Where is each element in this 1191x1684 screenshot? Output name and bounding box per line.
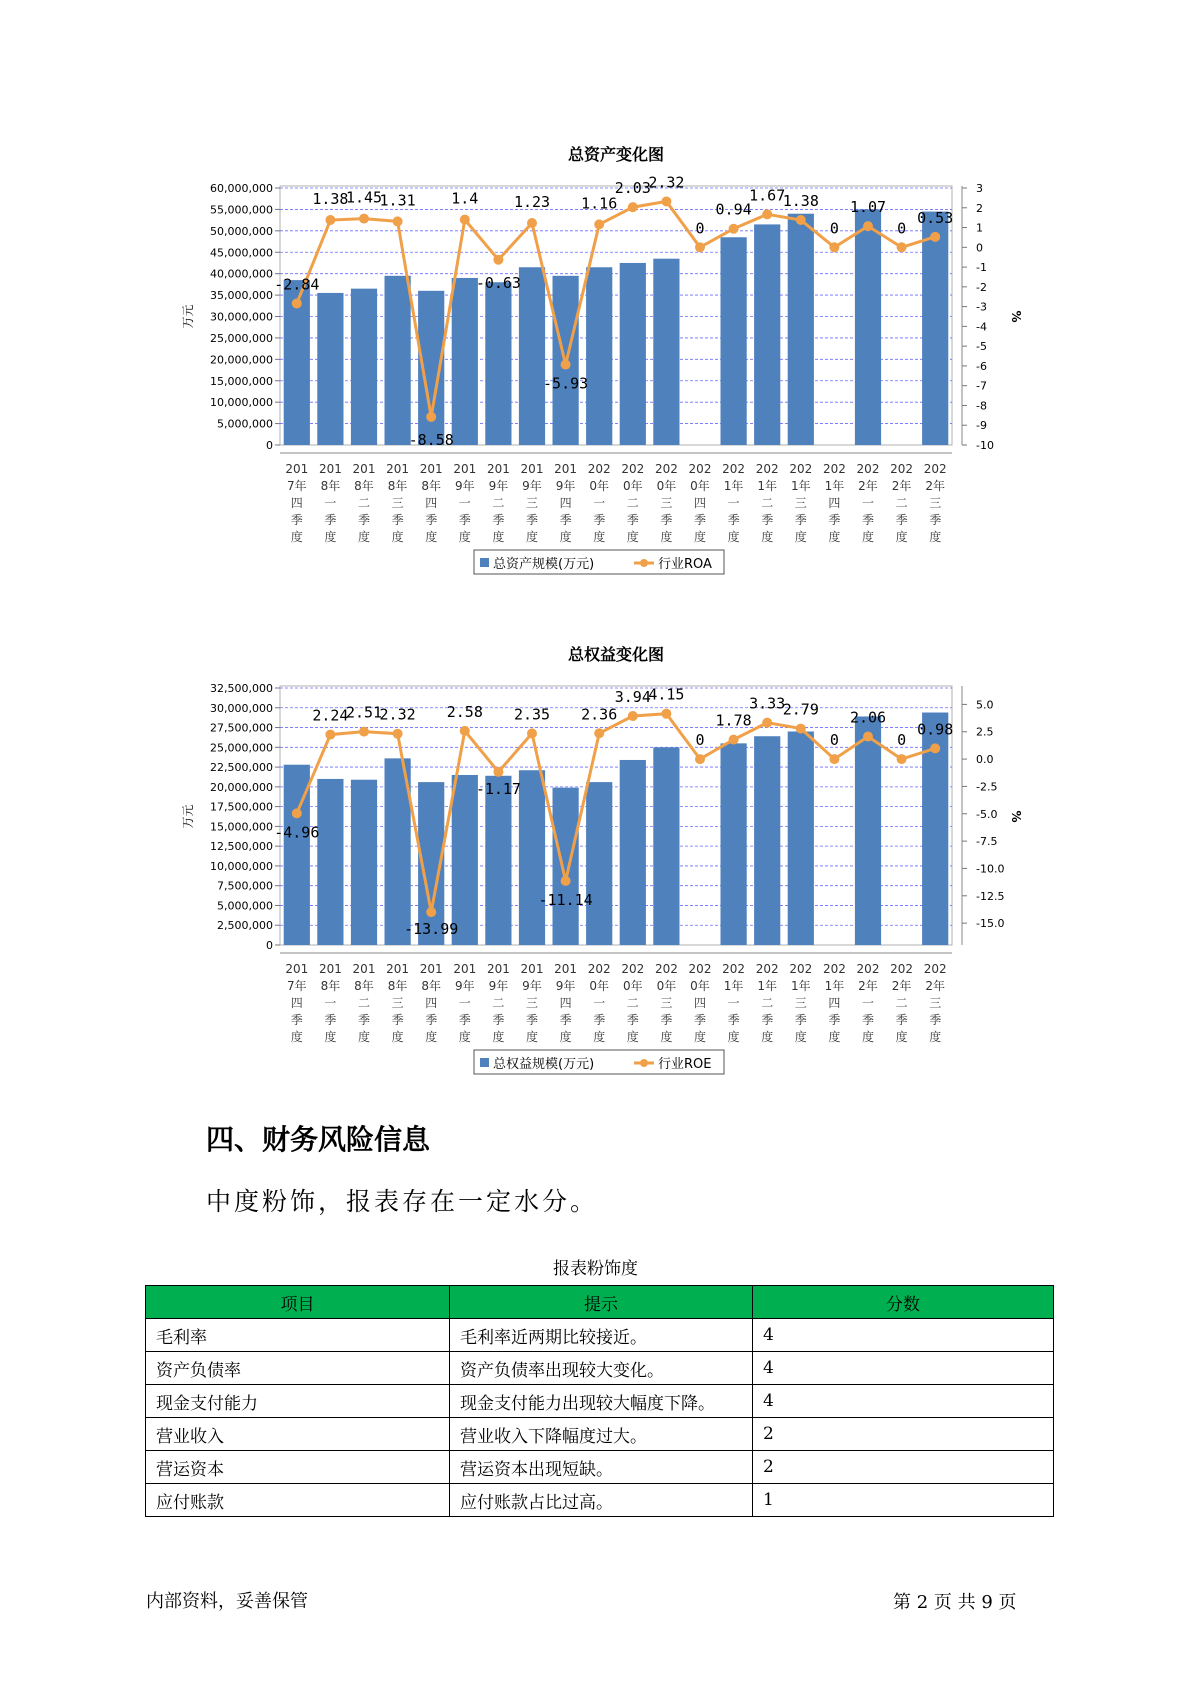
line-point <box>695 754 705 764</box>
line-point <box>527 728 537 738</box>
x-tick-label: 201 8年四季度 <box>419 462 443 544</box>
bar <box>720 237 746 445</box>
x-tick-label: 202 1年三季度 <box>789 962 813 1044</box>
plot-area <box>280 186 952 445</box>
line-point <box>661 196 671 206</box>
footer-confidential-note: 内部资料，妥善保管 <box>146 1591 308 1612</box>
x-tick-label: 202 1年二季度 <box>755 962 779 1044</box>
bar <box>620 760 646 945</box>
line-point <box>426 412 436 422</box>
y-tick-label: 5,000,000 <box>217 899 273 913</box>
x-tick-label: 202 0年三季度 <box>654 462 678 544</box>
data-label: 2.79 <box>782 700 819 719</box>
line-point <box>292 808 302 818</box>
row-hint: 应付账款占比过高。 <box>450 1484 753 1517</box>
y2-tick-label: -5 <box>976 340 987 354</box>
table-row <box>146 1418 1054 1451</box>
line-point <box>863 732 873 742</box>
x-tick-label: 201 9年三季度 <box>520 462 544 544</box>
x-tick-label: 202 2年三季度 <box>923 962 947 1044</box>
line-point <box>796 215 806 225</box>
table-row <box>146 1352 1054 1385</box>
bar <box>552 788 578 945</box>
line-point <box>594 219 604 229</box>
line-point <box>325 730 335 740</box>
y-tick-label: 20,000,000 <box>210 780 273 794</box>
x-tick-label: 202 0年二季度 <box>621 962 645 1044</box>
y-axis-title: 万元 <box>181 804 195 829</box>
bar <box>754 224 780 445</box>
row-score: 1 <box>753 1484 1054 1517</box>
bar <box>519 770 545 945</box>
legend-line-marker <box>640 1059 648 1067</box>
data-label: 1.23 <box>513 192 551 211</box>
x-tick-label: 202 0年一季度 <box>587 962 611 1044</box>
bar <box>788 731 814 945</box>
total-assets-chart <box>0 130 1191 600</box>
y2-tick-label: -3 <box>976 300 987 314</box>
data-label: 2.58 <box>446 702 483 721</box>
y-tick-label: 0 <box>266 939 273 952</box>
y-tick-label: 30,000,000 <box>210 701 273 715</box>
row-score: 2 <box>753 1451 1054 1484</box>
y-tick-label: 5,000,000 <box>217 417 273 431</box>
row-item: 毛利率 <box>146 1319 450 1352</box>
line-point <box>628 202 638 212</box>
y2-axis-title: % <box>1009 810 1023 823</box>
y2-tick-label: -12.5 <box>976 889 1005 903</box>
x-tick-label: 202 0年二季度 <box>621 462 645 544</box>
line-point <box>393 729 403 739</box>
legend-line-marker <box>640 559 648 567</box>
y-tick-label: 60,000,000 <box>210 182 273 195</box>
line-point <box>897 754 907 764</box>
x-tick-label: 202 2年二季度 <box>890 462 914 544</box>
total-equity-chart <box>0 630 1191 1100</box>
line-point <box>897 242 907 252</box>
data-label: 3.33 <box>749 694 786 713</box>
y2-tick-label: 5.0 <box>976 698 994 712</box>
x-tick-label: 202 1年一季度 <box>722 962 746 1044</box>
y-tick-label: 27,500,000 <box>210 721 273 735</box>
data-label: 2.36 <box>581 705 618 724</box>
legend-line-label: 行业ROA <box>658 557 712 572</box>
x-tick-label: 201 9年四季度 <box>554 462 578 544</box>
x-tick-label: 201 8年二季度 <box>352 462 376 544</box>
line-point <box>493 255 503 265</box>
row-hint: 资产负债率出现较大变化。 <box>450 1352 753 1385</box>
bar <box>485 776 511 945</box>
data-label: 1.07 <box>849 198 887 217</box>
x-tick-label: 201 8年三季度 <box>386 462 410 544</box>
data-label: 0 <box>829 219 839 238</box>
data-label: -13.99 <box>404 920 459 939</box>
y-tick-label: 15,000,000 <box>210 820 273 834</box>
x-tick-label: 202 0年四季度 <box>688 462 712 544</box>
y2-tick-label: 0 <box>976 241 983 255</box>
x-tick-label: 201 9年三季度 <box>520 962 544 1044</box>
legend-bar-label: 总资产规模(万元) <box>493 557 595 572</box>
line-point <box>561 360 571 370</box>
data-label: 1.16 <box>581 194 618 213</box>
bar <box>788 214 814 445</box>
y-tick-label: 12,500,000 <box>210 840 273 854</box>
row-hint: 毛利率近两期比较接近。 <box>450 1319 753 1352</box>
legend-bar-swatch <box>480 1058 489 1067</box>
row-hint: 现金支付能力出现较大幅度下降。 <box>450 1385 753 1418</box>
total-assets-chart-svg <box>0 130 1191 600</box>
data-label: 2.24 <box>312 706 349 725</box>
y-tick-label: 50,000,000 <box>210 224 273 238</box>
line-point <box>426 907 436 917</box>
data-label: 2.35 <box>513 705 551 724</box>
x-tick-label: 202 1年二季度 <box>755 462 779 544</box>
y-tick-label: 55,000,000 <box>210 203 273 217</box>
x-tick-label: 202 1年三季度 <box>789 462 813 544</box>
y-tick-label: 20,000,000 <box>210 353 273 367</box>
row-score: 4 <box>753 1385 1054 1418</box>
row-hint: 营业收入下降幅度过大。 <box>450 1418 753 1451</box>
line-point <box>829 242 839 252</box>
y2-tick-label: -2.5 <box>976 780 998 794</box>
y-tick-label: 45,000,000 <box>210 246 273 260</box>
y-tick-label: 40,000,000 <box>210 267 273 281</box>
data-label: -0.63 <box>475 273 521 292</box>
data-label: 4.15 <box>648 685 685 704</box>
y2-axis-title: % <box>1009 310 1023 323</box>
bar <box>620 263 646 445</box>
y2-tick-label: 0.0 <box>976 753 994 767</box>
row-item: 应付账款 <box>146 1484 450 1517</box>
data-label: 1.67 <box>749 186 786 205</box>
y-tick-label: 25,000,000 <box>210 741 273 755</box>
y-tick-label: 0 <box>266 439 273 452</box>
line-point <box>359 214 369 224</box>
line-point <box>325 215 335 225</box>
y-tick-label: 32,500,000 <box>210 682 273 695</box>
line-point <box>796 724 806 734</box>
y2-tick-label: 2.5 <box>976 725 994 739</box>
y-tick-label: 2,500,000 <box>217 919 273 933</box>
data-label: 1.78 <box>715 711 752 730</box>
x-tick-label: 202 2年一季度 <box>856 962 880 1044</box>
bar <box>653 747 679 945</box>
x-tick-label: 202 2年一季度 <box>856 462 880 544</box>
table-row <box>146 1484 1054 1517</box>
bar <box>754 736 780 945</box>
row-item: 现金支付能力 <box>146 1385 450 1418</box>
x-tick-label: 201 8年一季度 <box>318 962 342 1044</box>
y2-tick-label: -4 <box>976 320 987 334</box>
bar <box>384 276 410 445</box>
y2-tick-label: -8 <box>976 399 987 413</box>
y-tick-label: 7,500,000 <box>217 879 273 893</box>
risk-table <box>145 1285 1054 1517</box>
data-label: 0.98 <box>917 720 954 739</box>
x-tick-label: 202 0年四季度 <box>688 962 712 1044</box>
y2-tick-label: -7.5 <box>976 835 998 849</box>
table-row <box>146 1385 1054 1418</box>
bar <box>922 212 948 445</box>
row-score: 4 <box>753 1319 1054 1352</box>
line-point <box>729 224 739 234</box>
data-label: 3.94 <box>614 687 651 706</box>
row-item: 资产负债率 <box>146 1352 450 1385</box>
data-label: 0 <box>695 731 705 750</box>
legend-bar-label: 总权益规模(万元) <box>493 1057 595 1072</box>
data-label: -5.93 <box>543 374 589 393</box>
bar <box>586 782 612 945</box>
line-point <box>628 711 638 721</box>
data-label: 1.38 <box>312 190 349 209</box>
header-item: 项目 <box>146 1286 450 1319</box>
section-body: 中度粉饰，报表存在一定水分。 <box>206 1187 599 1216</box>
data-label: 0 <box>897 219 907 238</box>
data-label: 0 <box>829 731 839 750</box>
x-tick-label: 201 8年一季度 <box>318 462 342 544</box>
row-hint: 营运资本出现短缺。 <box>450 1451 753 1484</box>
chart-title: 总权益变化图 <box>567 645 665 664</box>
x-tick-label: 201 7年四季度 <box>285 962 309 1044</box>
y2-tick-label: -6 <box>976 359 987 373</box>
x-tick-label: 202 0年一季度 <box>587 462 611 544</box>
line-point <box>594 728 604 738</box>
bar <box>653 259 679 445</box>
bar <box>855 209 881 445</box>
line-point <box>729 735 739 745</box>
data-label: -11.14 <box>538 890 593 909</box>
y2-tick-label: -7 <box>976 379 987 393</box>
legend-bar-swatch <box>480 558 489 567</box>
y2-tick-label: 1 <box>976 221 983 235</box>
row-item: 营业收入 <box>146 1418 450 1451</box>
bar <box>855 716 881 945</box>
line-point <box>292 298 302 308</box>
table-header-row <box>146 1286 1054 1319</box>
y-tick-label: 10,000,000 <box>210 396 273 410</box>
x-tick-label: 202 2年三季度 <box>923 462 947 544</box>
data-label: 2.32 <box>379 705 416 724</box>
y-tick-label: 10,000,000 <box>210 859 273 873</box>
section-title: 四、财务风险信息 <box>206 1123 431 1156</box>
y2-tick-label: 2 <box>976 201 983 215</box>
y-tick-label: 22,500,000 <box>210 761 273 775</box>
bar <box>452 278 478 445</box>
line-point <box>829 754 839 764</box>
line-point <box>460 215 470 225</box>
y-tick-label: 15,000,000 <box>210 374 273 388</box>
line-point <box>762 209 772 219</box>
y-tick-label: 35,000,000 <box>210 289 273 303</box>
y2-tick-label: -1 <box>976 261 987 275</box>
line-point <box>460 726 470 736</box>
x-tick-label: 201 7年四季度 <box>285 462 309 544</box>
data-label: 1.45 <box>345 188 383 207</box>
data-label: -4.96 <box>274 823 320 842</box>
bar <box>586 267 612 445</box>
x-tick-label: 201 9年二季度 <box>486 462 510 544</box>
bar <box>519 267 545 445</box>
y-tick-label: 25,000,000 <box>210 331 273 345</box>
data-label: -2.84 <box>274 275 320 294</box>
data-label: 2.51 <box>345 703 383 722</box>
x-tick-label: 202 1年一季度 <box>722 462 746 544</box>
y2-tick-label: -15.0 <box>976 917 1005 931</box>
line-point <box>863 221 873 231</box>
data-label: 0.94 <box>715 200 752 219</box>
data-label: 0 <box>897 731 907 750</box>
footer-page-number: 第 2 页 共 9 页 <box>893 1592 1017 1613</box>
x-tick-label: 201 8年二季度 <box>352 962 376 1044</box>
line-point <box>561 876 571 886</box>
bar <box>720 743 746 945</box>
y2-tick-label: -10 <box>976 439 994 452</box>
bar <box>317 293 343 445</box>
data-label: 2.32 <box>648 173 685 192</box>
row-score: 2 <box>753 1418 1054 1451</box>
table-row <box>146 1319 1054 1352</box>
line-point <box>930 232 940 242</box>
y2-tick-label: -2 <box>976 280 987 294</box>
x-tick-label: 202 1年四季度 <box>822 962 846 1044</box>
header-score: 分数 <box>753 1286 1054 1319</box>
y-axis-title: 万元 <box>181 304 195 329</box>
bar <box>351 289 377 445</box>
x-tick-label: 202 2年二季度 <box>890 962 914 1044</box>
y2-tick-label: 3 <box>976 182 983 195</box>
bar <box>317 779 343 945</box>
line-point <box>762 718 772 728</box>
data-label: -8.58 <box>408 430 454 449</box>
line-point <box>930 743 940 753</box>
data-label: 1.31 <box>379 191 416 210</box>
table-row <box>146 1451 1054 1484</box>
data-label: 0 <box>695 219 705 238</box>
data-label: 2.03 <box>614 179 651 198</box>
legend-line-label: 行业ROE <box>658 1057 712 1072</box>
data-label: 2.06 <box>849 708 887 727</box>
y2-tick-label: -10.0 <box>976 862 1005 876</box>
row-score: 4 <box>753 1352 1054 1385</box>
y-tick-label: 30,000,000 <box>210 310 273 324</box>
x-tick-label: 201 9年一季度 <box>453 462 477 544</box>
x-tick-label: 202 0年三季度 <box>654 962 678 1044</box>
data-label: 1.4 <box>451 189 479 208</box>
header-hint: 提示 <box>450 1286 753 1319</box>
total-equity-chart-svg <box>0 630 1191 1100</box>
line-point <box>527 218 537 228</box>
data-label: 0.53 <box>917 208 954 227</box>
line-point <box>359 727 369 737</box>
data-label: -1.17 <box>475 779 521 798</box>
x-tick-label: 201 9年二季度 <box>486 962 510 1044</box>
line-point <box>661 709 671 719</box>
y2-tick-label: -5.0 <box>976 807 998 821</box>
row-item: 营运资本 <box>146 1451 450 1484</box>
x-tick-label: 201 9年一季度 <box>453 962 477 1044</box>
chart-title: 总资产变化图 <box>567 145 665 164</box>
bar <box>485 282 511 445</box>
x-tick-label: 201 8年四季度 <box>419 962 443 1044</box>
line-point <box>695 242 705 252</box>
y2-tick-label: -9 <box>976 419 987 433</box>
x-tick-label: 202 1年四季度 <box>822 462 846 544</box>
y-tick-label: 17,500,000 <box>210 800 273 814</box>
line-point <box>393 216 403 226</box>
x-tick-label: 201 8年三季度 <box>386 962 410 1044</box>
bar <box>351 780 377 945</box>
data-label: 1.38 <box>782 192 819 211</box>
x-tick-label: 201 9年四季度 <box>554 962 578 1044</box>
line-point <box>493 767 503 777</box>
table-caption: 报表粉饰度 <box>553 1259 638 1279</box>
